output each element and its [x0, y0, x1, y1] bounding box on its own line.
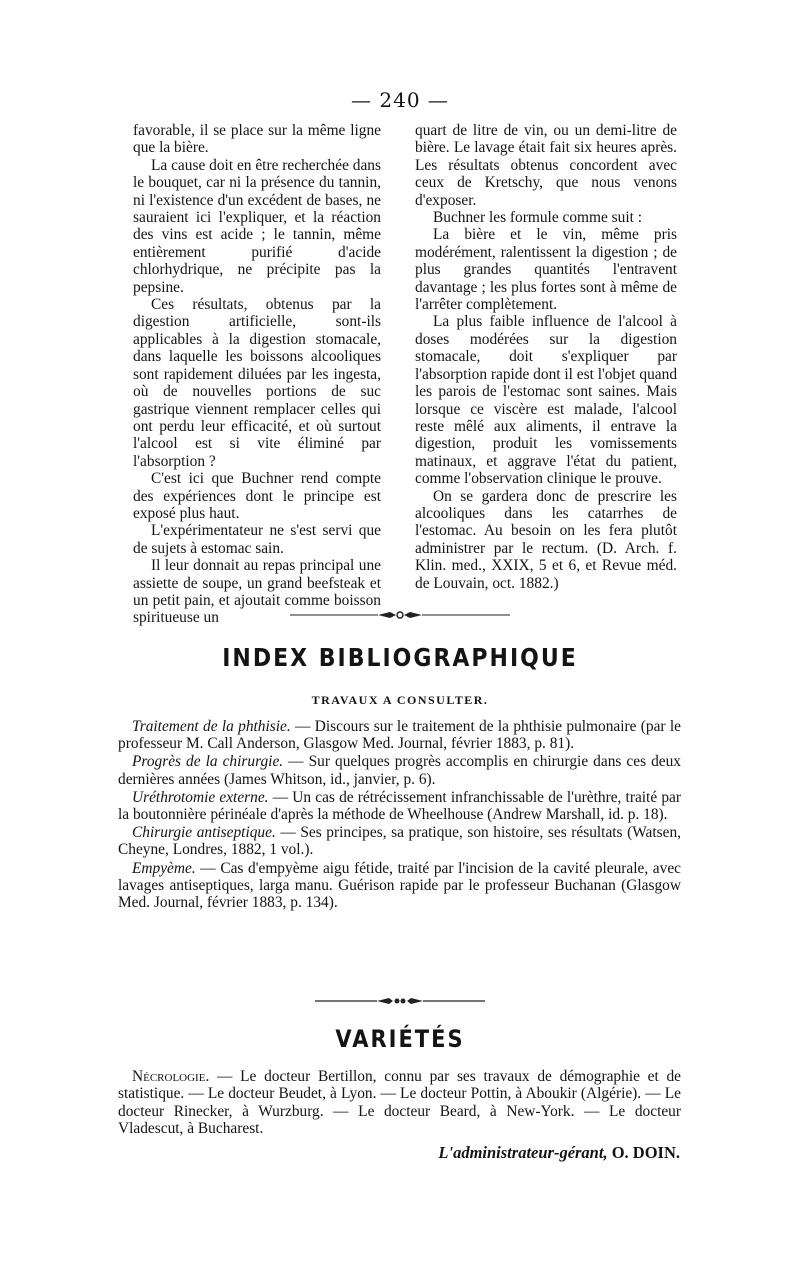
ornament-divider: [0, 610, 800, 620]
entry-text: — Sur quelques progrès accomplis en chirurgie dans ces deux dernières années (James Whitson, id., janvier, p. 6).: [118, 753, 681, 788]
paragraph: La plus faible influence de l'alcool à doses modérées sur la digestion stomacale, doit s'expliquer par l'absorption rapide dont il est l'objet quand les parois de l'estomac sont saines. Mais lorsque ce viscère est malade, l'alcool reste mêlé aux aliments, il entrave la digestion, produit les vomissements matinaux, et aggrave l'état du patient, comme l'observation clinique le prouve.: [415, 313, 678, 488]
entry-title: Chirurgie antiseptique.: [132, 824, 276, 842]
list-item: [118, 753, 681, 787]
paragraph: favorable, il se place sur la même ligne que la bière.: [133, 122, 381, 157]
entry-text: — Ses principes, sa pratique, son histoire, ses résultats (Watsen, Cheyne, Londres, 1882, 1 vol.).: [118, 824, 681, 859]
paragraph: L'expérimentateur ne s'est servi que de sujets à estomac sain.: [133, 522, 381, 557]
signature: [340, 1143, 680, 1163]
entry-text: — Un cas de rétrécissement infranchissable de l'urèthre, traité par la boutonnière périnéale d'après la méthode de Wheelhouse (Andrew Marshall, id. p. 18).: [118, 788, 681, 824]
section-subtitle: TRAVAUX A CONSULTER.: [311, 693, 489, 707]
page-number: — 240 —: [351, 88, 449, 112]
entry-title: Traitement de la phthisie.: [132, 718, 291, 735]
list-item: [118, 860, 681, 912]
paragraph: Buchner les formule comme suit :: [433, 209, 643, 227]
entry-title: Progrès de la chirurgie.: [132, 753, 284, 771]
entry-text: — Cas d'empyème aigu fétide, traité par l'incision de la cavité pleurale, avec lavages antiseptiques, larga manu. Guérison rapide par le professeur Buchanan (Glasgow Med. Journal, février 1883, p. 134).: [118, 859, 681, 912]
index-title: INDEX BIBLIOGRAPHIQUE: [222, 644, 578, 673]
paragraph: C'est ici que Buchner rend compte des expériences dont le principe est exposé plus haut.: [133, 470, 381, 522]
list-item: [118, 789, 681, 823]
necrology-text: — Le docteur Bertillon, connu par ses travaux de démographie et de statistique. — Le docteur Beudet, à Lyon. — Le docteur Pottin, à Aboukir (Algérie). — Le docteur Rinecker, à Wurzburg. — Le docteur Beard, à New-York. — Le docteur Vladescut, à Bucharest.: [118, 1068, 681, 1138]
entry-text: — Discours sur le traitement de la phthisie pulmonaire (par le professeur M. Call Anderson, Glasgow Med. Journal, février 1883, p. 81).: [118, 718, 681, 753]
paragraph: On se gardera donc de prescrire les alcooliques dans les catarrhes de l'estomac. Au besoin on les fera plutôt administrer par le rectum. (D. Arch. f. Klin. med., XXIX, 5 et 6, et Revue méd. de Louvain, oct. 1882.): [415, 487, 677, 592]
varietes-title: VARIÉTÉS: [335, 1025, 465, 1053]
entry-title: Empyème.: [132, 859, 196, 877]
paragraph: La bière et le vin, même pris modérément, ralentissent la digestion ; de plus grandes quantités l'entravent davantage ; les plus fortes sont à même de l'arrêter complètement.: [415, 226, 677, 314]
paragraph: Ces résultats, obtenus par la digestion artificielle, sont-ils applicables à la digestion stomacale, dans laquelle les boissons alcooliques sont rapidement diluées par les ingesta, où de nouvelles portions de suc gastrique viennent remplacer celles qui ont perdu leur efficacité, et où surtout l'alcool est si vite éliminé par l'absorption ?: [133, 296, 381, 470]
paragraph: quart de litre de vin, ou un demi-litre de bière. Le lavage était fait six heures après. Les résultats obtenus concordent avec ceux de Kretschy, que nous venons d'exposer.: [415, 122, 677, 209]
paragraph: La cause doit en être recherchée dans le bouquet, car ni la présence du tannin, ni l'existence d'un excédent de bases, ne sauraient ici l'expliquer, et la réaction des vins est acide ; le tannin, même entièrement purifié d'acide chlorhydrique, ne précipite pas la pepsine.: [133, 156, 381, 296]
right-column: [415, 122, 677, 592]
entry-title: Uréthrotomie externe.: [132, 788, 269, 806]
bibliography-list: [118, 718, 681, 912]
list-item: [118, 824, 681, 858]
left-column: [133, 122, 381, 627]
paragraph: Il leur donnait au repas principal une assiette de soupe, un grand beefsteak et un petit pain, et ajoutait comme boisson spiritueuse un: [133, 557, 381, 627]
necrology-label: Nécrologie.: [132, 1068, 210, 1085]
signature-name: O. DOIN.: [611, 1143, 680, 1162]
necrology-paragraph: [118, 1068, 681, 1138]
list-item: [118, 718, 681, 752]
signature-role: L'administrateur-gérant,: [438, 1143, 608, 1162]
ornament-divider: [0, 996, 800, 1006]
